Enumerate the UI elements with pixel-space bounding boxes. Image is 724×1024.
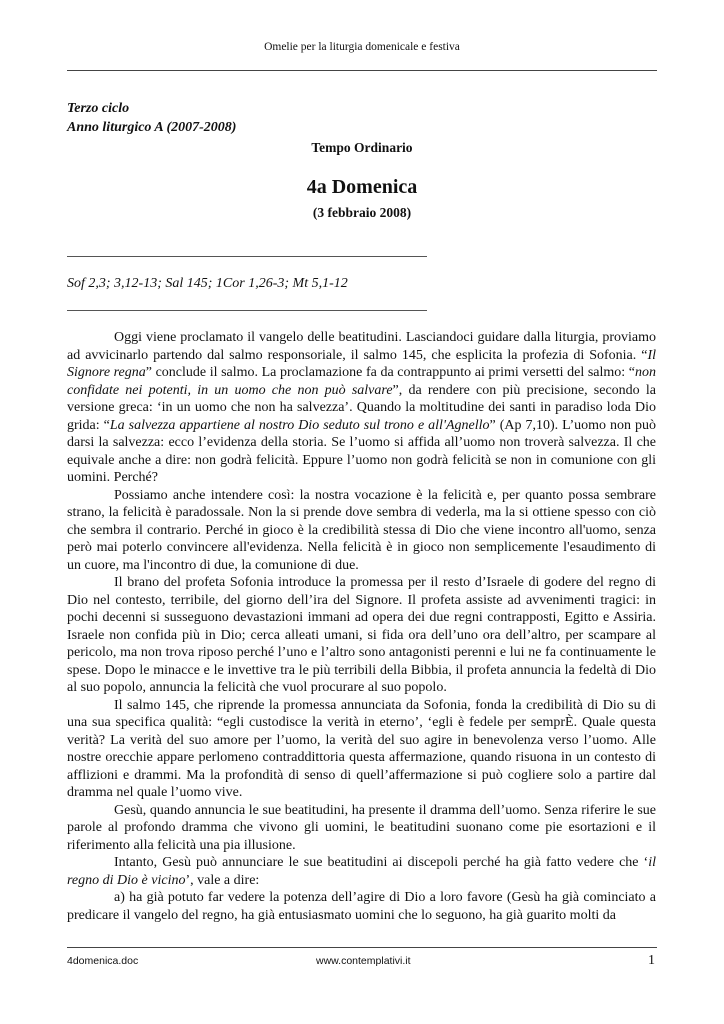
text-run: Oggi viene proclamato il vangelo delle beatitudini. Lasciandoci guidare dalla liturgia, proviamo ad avvicinarlo partendo dal salmo responsoriale, il salmo 145, che esplicita la profezia di Sofonia. “ bbox=[67, 330, 656, 363]
footer-website: www.contemplativi.it bbox=[316, 955, 411, 967]
body-paragraph bbox=[67, 697, 656, 802]
text-run: Gesù, quando annuncia le sue beatitudini, ha presente il dramma dell’uomo. Senza riferire le sue parole al profondo dramma che vivono gli uomini, le beatitudini suonano come pie esortazioni e il riferimento alla felicità una pia illusione. bbox=[67, 802, 656, 853]
footer-divider bbox=[67, 947, 657, 948]
text-run: Il brano del profeta Sofonia introduce la promessa per il resto d’Israele di godere del regno di Dio nel contesto, terribile, del giorno dell’ira del Signore. Il profeta assiste ad avvenimenti tragici: in pochi decenni si susseguono devastazioni immani ad opera dei due regni contrapposti, Egitto e Assiria. Israele non confida più in Dio; cerca alleati umani, si fida ora dell’uno ora dell’altro, per scampare al pericolo, ma non trova riposo perché l’uno e l’altro sono antagonisti perenni e lui ne fa continuamente le spese. Dopo le minacce e le invettive tra le più terribili della Bibbia, il profeta annuncia la fedeltà di Dio al suo popolo, annuncia la felicità che vuol procurare al suo popolo. bbox=[67, 575, 656, 695]
liturgical-cycle bbox=[67, 99, 236, 137]
body-paragraph bbox=[67, 329, 656, 487]
text-run: Intanto, Gesù può annunciare le sue beatitudini ai discepoli perché ha già fatto vedere che ‘ bbox=[114, 855, 649, 870]
quoted-text: non confidate nei potenti, in un uomo che non può salvare bbox=[67, 365, 656, 398]
body-paragraph bbox=[67, 574, 656, 697]
text-run: ”, da rendere con più precisione, secondo la versione greca: ‘in un uomo che non ha salvezza’. Quando la moltitudine dei santi in paradiso loda Dio grida: “ bbox=[67, 382, 656, 433]
footer-filename: 4domenica.doc bbox=[67, 955, 139, 967]
header-divider bbox=[67, 70, 657, 71]
quoted-text: il regno di Dio è vicino bbox=[67, 855, 656, 888]
page-number: 1 bbox=[648, 953, 655, 968]
text-run: ” (Ap 7,10). L’uomo non può darsi la salvezza: ecco l’evidenza della storia. Se l’uomo si affida all’uomo non troverà salvezza. Il che equivale anche a dire: non godrà felicità. Eppure l’uomo non godrà felicità se non in comunione con gli uomini. Perché? bbox=[67, 417, 657, 485]
page-title: 4a Domenica bbox=[306, 176, 418, 198]
quoted-text: La salvezza appartiene al nostro Dio seduto sul trono e all'Agnello bbox=[109, 417, 490, 433]
body-paragraph bbox=[67, 802, 656, 855]
quoted-text: Il Signore regna bbox=[67, 347, 656, 380]
readings-divider-top bbox=[67, 256, 427, 257]
text-run: Possiamo anche intendere così: la nostra vocazione è la felicità e, per quanto possa sembrare strano, la felicità è paradossale. Non la si prende dove sembra di vederla, ma la si ottiene spesso con ciò che sembra il contrario. Perché in gioco è la credibilità stessa di Dio che viene incontro all'uomo, senza però mai poterlo convincere all'evidenza. Nella felicità è in gioco non semplicemente l'esaudimento di un cuore, ma l'incontro di due, la comunione di due. bbox=[67, 487, 656, 573]
season-heading: Tempo Ordinario bbox=[311, 140, 413, 155]
running-header: Omelie per la liturgia domenicale e festiva bbox=[264, 41, 460, 53]
year-line: Anno liturgico A (2007-2008) bbox=[67, 120, 237, 135]
cycle-line: Terzo ciclo bbox=[67, 101, 130, 116]
date-subtitle: (3 febbraio 2008) bbox=[312, 205, 412, 220]
body-paragraph bbox=[67, 854, 656, 889]
text-run: Il salmo 145, che riprende la promessa annunciata da Sofonia, fonda la credibilità di Dio su di una sua specifica qualità: “egli custodisce la verità in eterno’, ‘egli è fedele per semprÈ. Quale questa verità? La verità del suo amore per l’uomo, la verità del suo agire in benevolenza verso l’uomo. Alle nostre orecchie appare perlomeno contraddittoria questa affermazione, quando risuona in un contesto di afflizioni e drammi. Ma la profondità di senso di quell’affermazione si può cogliere solo a partire dal dramma nel quale l’uomo vive. bbox=[67, 697, 656, 800]
homily-body bbox=[67, 329, 656, 924]
text-run: ’, vale a dire: bbox=[185, 872, 260, 888]
text-run: a) ha già potuto far vedere la potenza dell’agire di Dio a loro favore (Gesù ha già cominciato a predicare il vangelo del regno, ha già entusiasmato uomini che lo seguono, ha già guarito molti da bbox=[67, 890, 656, 923]
readings-divider-bottom bbox=[67, 310, 427, 311]
body-paragraph bbox=[67, 889, 656, 924]
text-run: ” conclude il salmo. La proclamazione fa da contrappunto ai primi versetti del salmo: “ bbox=[145, 365, 635, 380]
body-paragraph bbox=[67, 487, 656, 575]
readings-references: Sof 2,3; 3,12-13; Sal 145; 1Cor 1,26-3; Mt 5,1-12 bbox=[67, 276, 348, 291]
